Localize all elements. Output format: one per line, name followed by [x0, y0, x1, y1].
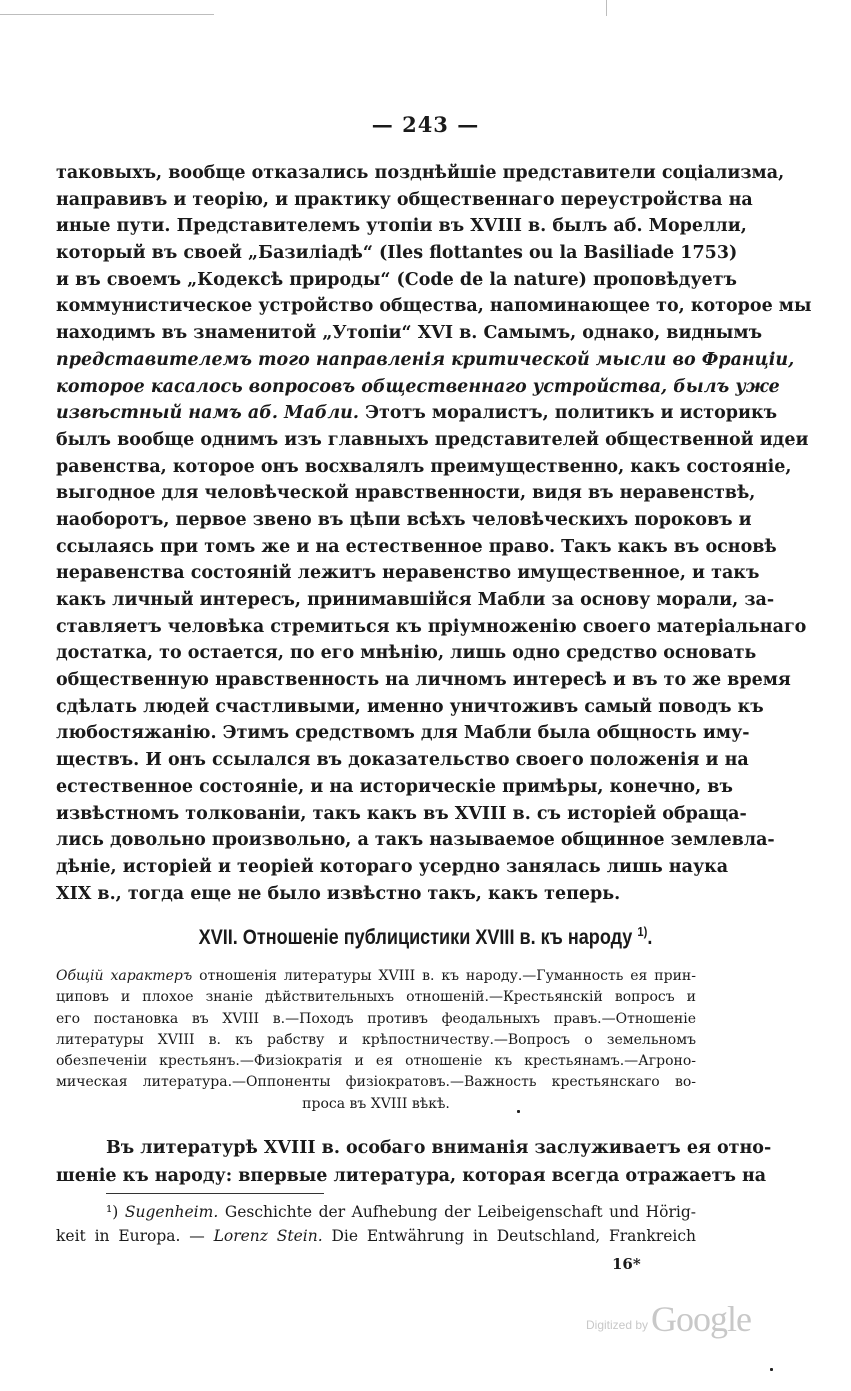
summary-line: циповъ и плохое знаніе дѣйствительныхъ отношеній.—Крестьянскій вопросъ и: [56, 989, 696, 1006]
summary-line: его постановка въ XVIII в.—Походъ противъ феодальныхъ правъ.—Отношеніе: [56, 1010, 696, 1027]
body-line: общественную нравственность на личномъ интересѣ и въ то же время: [56, 670, 791, 691]
body-line: извѣстномъ толкованіи, такъ какъ въ XVIII в. съ исторіей обраща-: [56, 803, 747, 824]
body-line: коммунистическое устройство общества, напоминающее то, которое мы: [56, 296, 812, 317]
summary-first-words: Общій характеръ: [56, 968, 193, 984]
body-line: находимъ въ знаменитой „Утопіи“ XVI в. Самымъ, однако, виднымъ: [56, 323, 763, 344]
summary-line: литературы XVIII в. къ рабству и крѣпостничеству.—Вопросъ о земельномъ: [56, 1031, 696, 1048]
summary-line: проса въ XVIII вѣкѣ.: [302, 1095, 450, 1112]
italic-phrase: извѣстный намъ аб. Мабли.: [56, 403, 359, 424]
body-line: неравенства состояній лежитъ неравенство имущественное, и такъ: [56, 563, 760, 584]
body-line-italic: которое касалось вопросовъ общественнаго устройства, былъ уже: [56, 376, 780, 397]
body-line: XIX в., тогда еще не было извѣстно такъ, какъ теперь.: [56, 883, 621, 904]
body-line: наоборотъ, первое звено въ цѣпи всѣхъ человѣческихъ пороковъ и: [56, 509, 752, 530]
body-line: который въ своей „Базиліадѣ“ (Iles flottantes ou la Basiliade 1753): [56, 243, 738, 264]
page-number: — 243 —: [371, 112, 480, 137]
body-line: сдѣлать людей счастливыми, именно уничтоживъ самый поводъ къ: [56, 696, 764, 717]
footnote-author: Lorenz Stein.: [213, 1227, 323, 1245]
body-line: достатка, то остается, по его мнѣнію, лишь одно средство основать: [56, 643, 757, 664]
body-text: [56, 160, 812, 907]
section-heading: XVII. Отношеніе публицистики XVIII в. къ народу $^{1)}$.: [198, 924, 653, 949]
footnote-line: [56, 1224, 696, 1248]
section-heading-text: XVII. Отношеніе публицистики XVIII в. къ народу: [198, 926, 633, 949]
summary-line: [56, 966, 696, 987]
intro-line: Въ литературѣ XVIII в. особаго вниманія заслуживаетъ ея отно-: [106, 1138, 772, 1158]
body-line: иные пути. Представителемъ утопіи въ XVIII в. былъ аб. Морелли,: [56, 216, 747, 237]
body-line: лись довольно произвольно, а такъ называемое общинное землевла-: [56, 830, 775, 851]
body-line: любостяжанію. Этимъ средствомъ для Мабли была общность иму-: [56, 723, 750, 744]
body-line-mixed: [56, 400, 778, 427]
body-line: былъ вообще однимъ изъ главныхъ представителей общественной идеи: [56, 429, 809, 450]
footnote-line: [56, 1200, 696, 1224]
scan-speck: [770, 1368, 773, 1371]
body-line: дѣніе, исторіей и теоріей котораго усердно занялась лишь наука: [56, 856, 729, 877]
body-line: таковыхъ, вообще отказались позднѣйшіе представители соціализма,: [56, 163, 785, 183]
summary-line-text: отношенія литературы XVIII в. къ народу.—Гуманность ея прин-: [192, 968, 696, 984]
footnote-author: Sugenheim.: [124, 1203, 219, 1221]
body-line: и въ своемъ „Кодексѣ природы“ (Code de la nature) проповѣдуетъ: [56, 269, 737, 290]
body-line: равенства, которое онъ восхвалялъ преимущественно, какъ состояніе,: [56, 456, 792, 477]
summary-line: мическая литература.—Оппоненты физіократовъ.—Важность крестьянскаго во-: [56, 1074, 696, 1091]
section-intro: [56, 1134, 772, 1190]
body-line: ставляетъ человѣка стремиться къ пріумноженію своего матеріальнаго: [56, 616, 807, 637]
body-line: выгодное для человѣческой нравственности, видя въ неравенствѣ,: [56, 483, 756, 504]
intro-line: шеніе къ народу: впервые литература, которая всегда отражаетъ на: [56, 1166, 767, 1186]
body-line: ссылаясь при томъ же и на естественное право. Такъ какъ въ основѣ: [56, 536, 777, 557]
body-line: какъ личный интересъ, принимавшійся Мабли за основу морали, за-: [56, 590, 775, 610]
chapter-summary: [56, 966, 696, 1115]
footnote-text: Die Entwährung in Deutschland, Frankreich: [322, 1227, 696, 1245]
scan-speck: [517, 1110, 520, 1113]
google-logo: Google: [651, 1299, 752, 1339]
google-watermark: [586, 1300, 751, 1340]
body-line: ществъ. И онъ ссылался въ доказательство своего положенія и на: [56, 750, 749, 771]
scan-edge-rule: [0, 14, 214, 15]
footnote: [56, 1200, 696, 1248]
body-line: направивъ и теорію, и практику общественнаго переустройства на: [56, 189, 753, 210]
body-line: естественное состояніе, и на историческіе примѣры, конечно, въ: [56, 776, 733, 797]
signature-mark: 16*: [612, 1255, 641, 1273]
summary-line: обезпеченіи крестьянъ.—Физіократія и ея отношеніе къ крестьянамъ.—Агроно-: [56, 1053, 696, 1070]
line-remainder: Этотъ моралистъ, политикъ и историкъ: [359, 403, 778, 424]
footnote-number: ¹): [106, 1203, 119, 1221]
footnote-rule: [106, 1193, 324, 1194]
footnote-text: keit in Europa. —: [56, 1227, 214, 1245]
footnote-text: Geschichte der Aufhebung der Leibeigenschaft und Hörig-: [218, 1203, 696, 1221]
scan-edge-tick: [606, 0, 607, 16]
watermark-caption: Digitized by: [586, 1318, 649, 1332]
footnote-marker: 1): [637, 924, 648, 939]
body-line-italic: представителемъ того направленія критической мысли во Франціи,: [56, 349, 795, 370]
